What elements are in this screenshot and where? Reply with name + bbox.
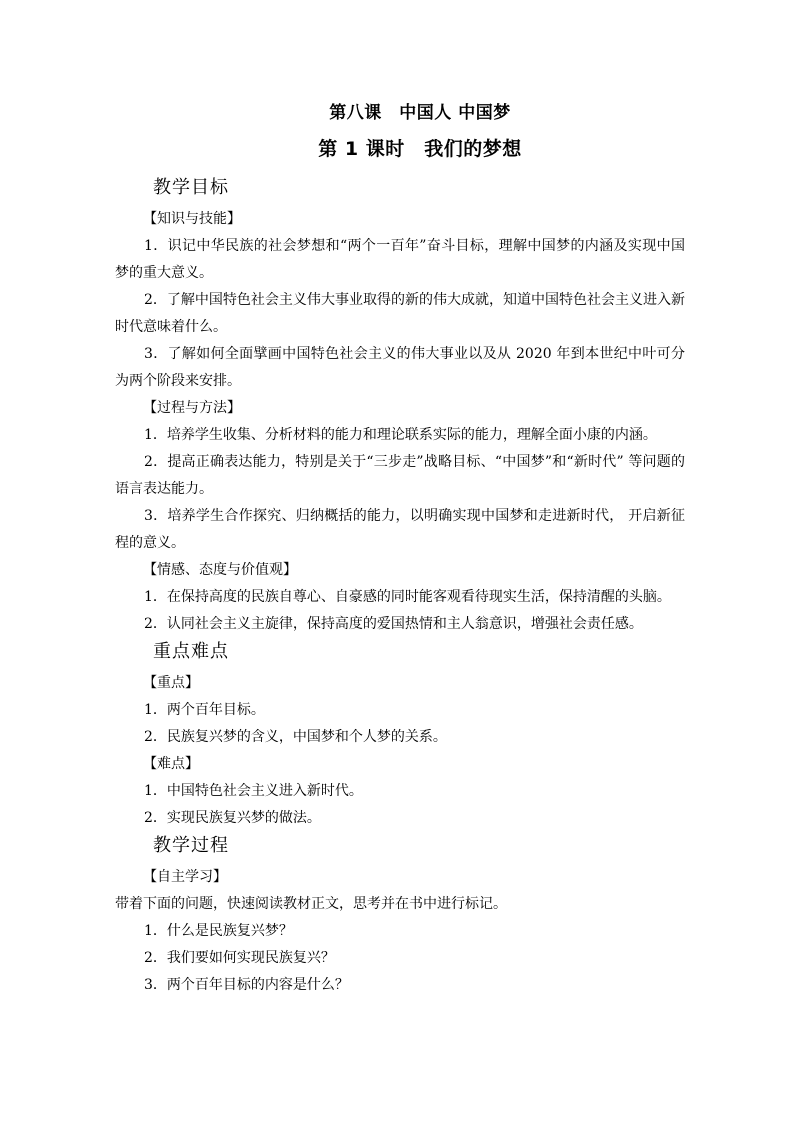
emotion-item-2: 2．认同社会主义主旋律，保持高度的爱国热情和主人翁意识，增强社会责任感。 [144, 616, 643, 632]
emotion-item-1: 1．在保持高度的民族自尊心、自豪感的同时能客观看待现实生活，保持清醒的头脑。 [144, 589, 671, 605]
self-study-intro: 带着下面的问题，快速阅读教材正文，思考并在书中进行标记。 [115, 896, 507, 912]
process-method-item-1: 1．培养学生收集、分析材料的能力和理论联系实际的能力，理解全面小康的内涵。 [144, 427, 657, 443]
process-method-label: 【过程与方法】 [143, 400, 241, 416]
document-body [115, 174, 685, 999]
difficulty-item-1: 1．中国特色社会主义进入新时代。 [144, 783, 363, 799]
emotion-label: 【情感、态度与价值观】 [143, 562, 297, 578]
knowledge-item-3: 3．了解如何全面擘画中国特色社会主义的伟大事业以及从 2020 年到本世纪中叶可分为两个阶段来安排。 [115, 346, 685, 389]
knowledge-label: 【知识与技能】 [143, 211, 241, 227]
self-study-item-2: 2．我们要如何实现民族复兴？ [144, 950, 335, 966]
teaching-process-heading: 教学过程 [153, 835, 229, 856]
focus-item-1: 1．两个百年目标。 [144, 702, 265, 718]
objectives-heading: 教学目标 [153, 177, 229, 198]
self-study-item-1: 1．什么是民族复兴梦？ [144, 923, 293, 939]
difficulty-item-2: 2．实现民族复兴梦的做法。 [144, 810, 321, 826]
focus-item-2: 2．民族复兴梦的含义，中国梦和个人梦的关系。 [144, 729, 447, 745]
process-method-item-3: 3．培养学生合作探究、归纳概括的能力，以明确实现中国梦和走进新时代， 开启新征程的意义。 [115, 508, 685, 551]
self-study-label: 【自主学习】 [143, 869, 227, 885]
knowledge-item-2: 2．了解中国特色社会主义伟大事业取得的新的伟大成就，知道中国特色社会主义进入新时代意味着什么。 [115, 292, 685, 335]
lesson-title: 第八课 中国人 中国梦 [329, 103, 511, 123]
process-method-item-2: 2．提高正确表达能力，特别是关于“三步走”战略目标、“中国梦”和“新时代” 等问题的语言表达能力。 [115, 454, 685, 497]
difficulty-label: 【难点】 [143, 756, 199, 772]
focus-label: 【重点】 [143, 675, 199, 691]
period-title: 第 1 课时 我们的梦想 [318, 138, 522, 160]
key-points-heading: 重点难点 [153, 641, 229, 662]
knowledge-item-1: 1．识记中华民族的社会梦想和“两个一百年”奋斗目标，理解中国梦的内涵及实现中国梦的重大意义。 [115, 238, 685, 281]
self-study-item-3: 3．两个百年目标的内容是什么？ [144, 977, 349, 993]
